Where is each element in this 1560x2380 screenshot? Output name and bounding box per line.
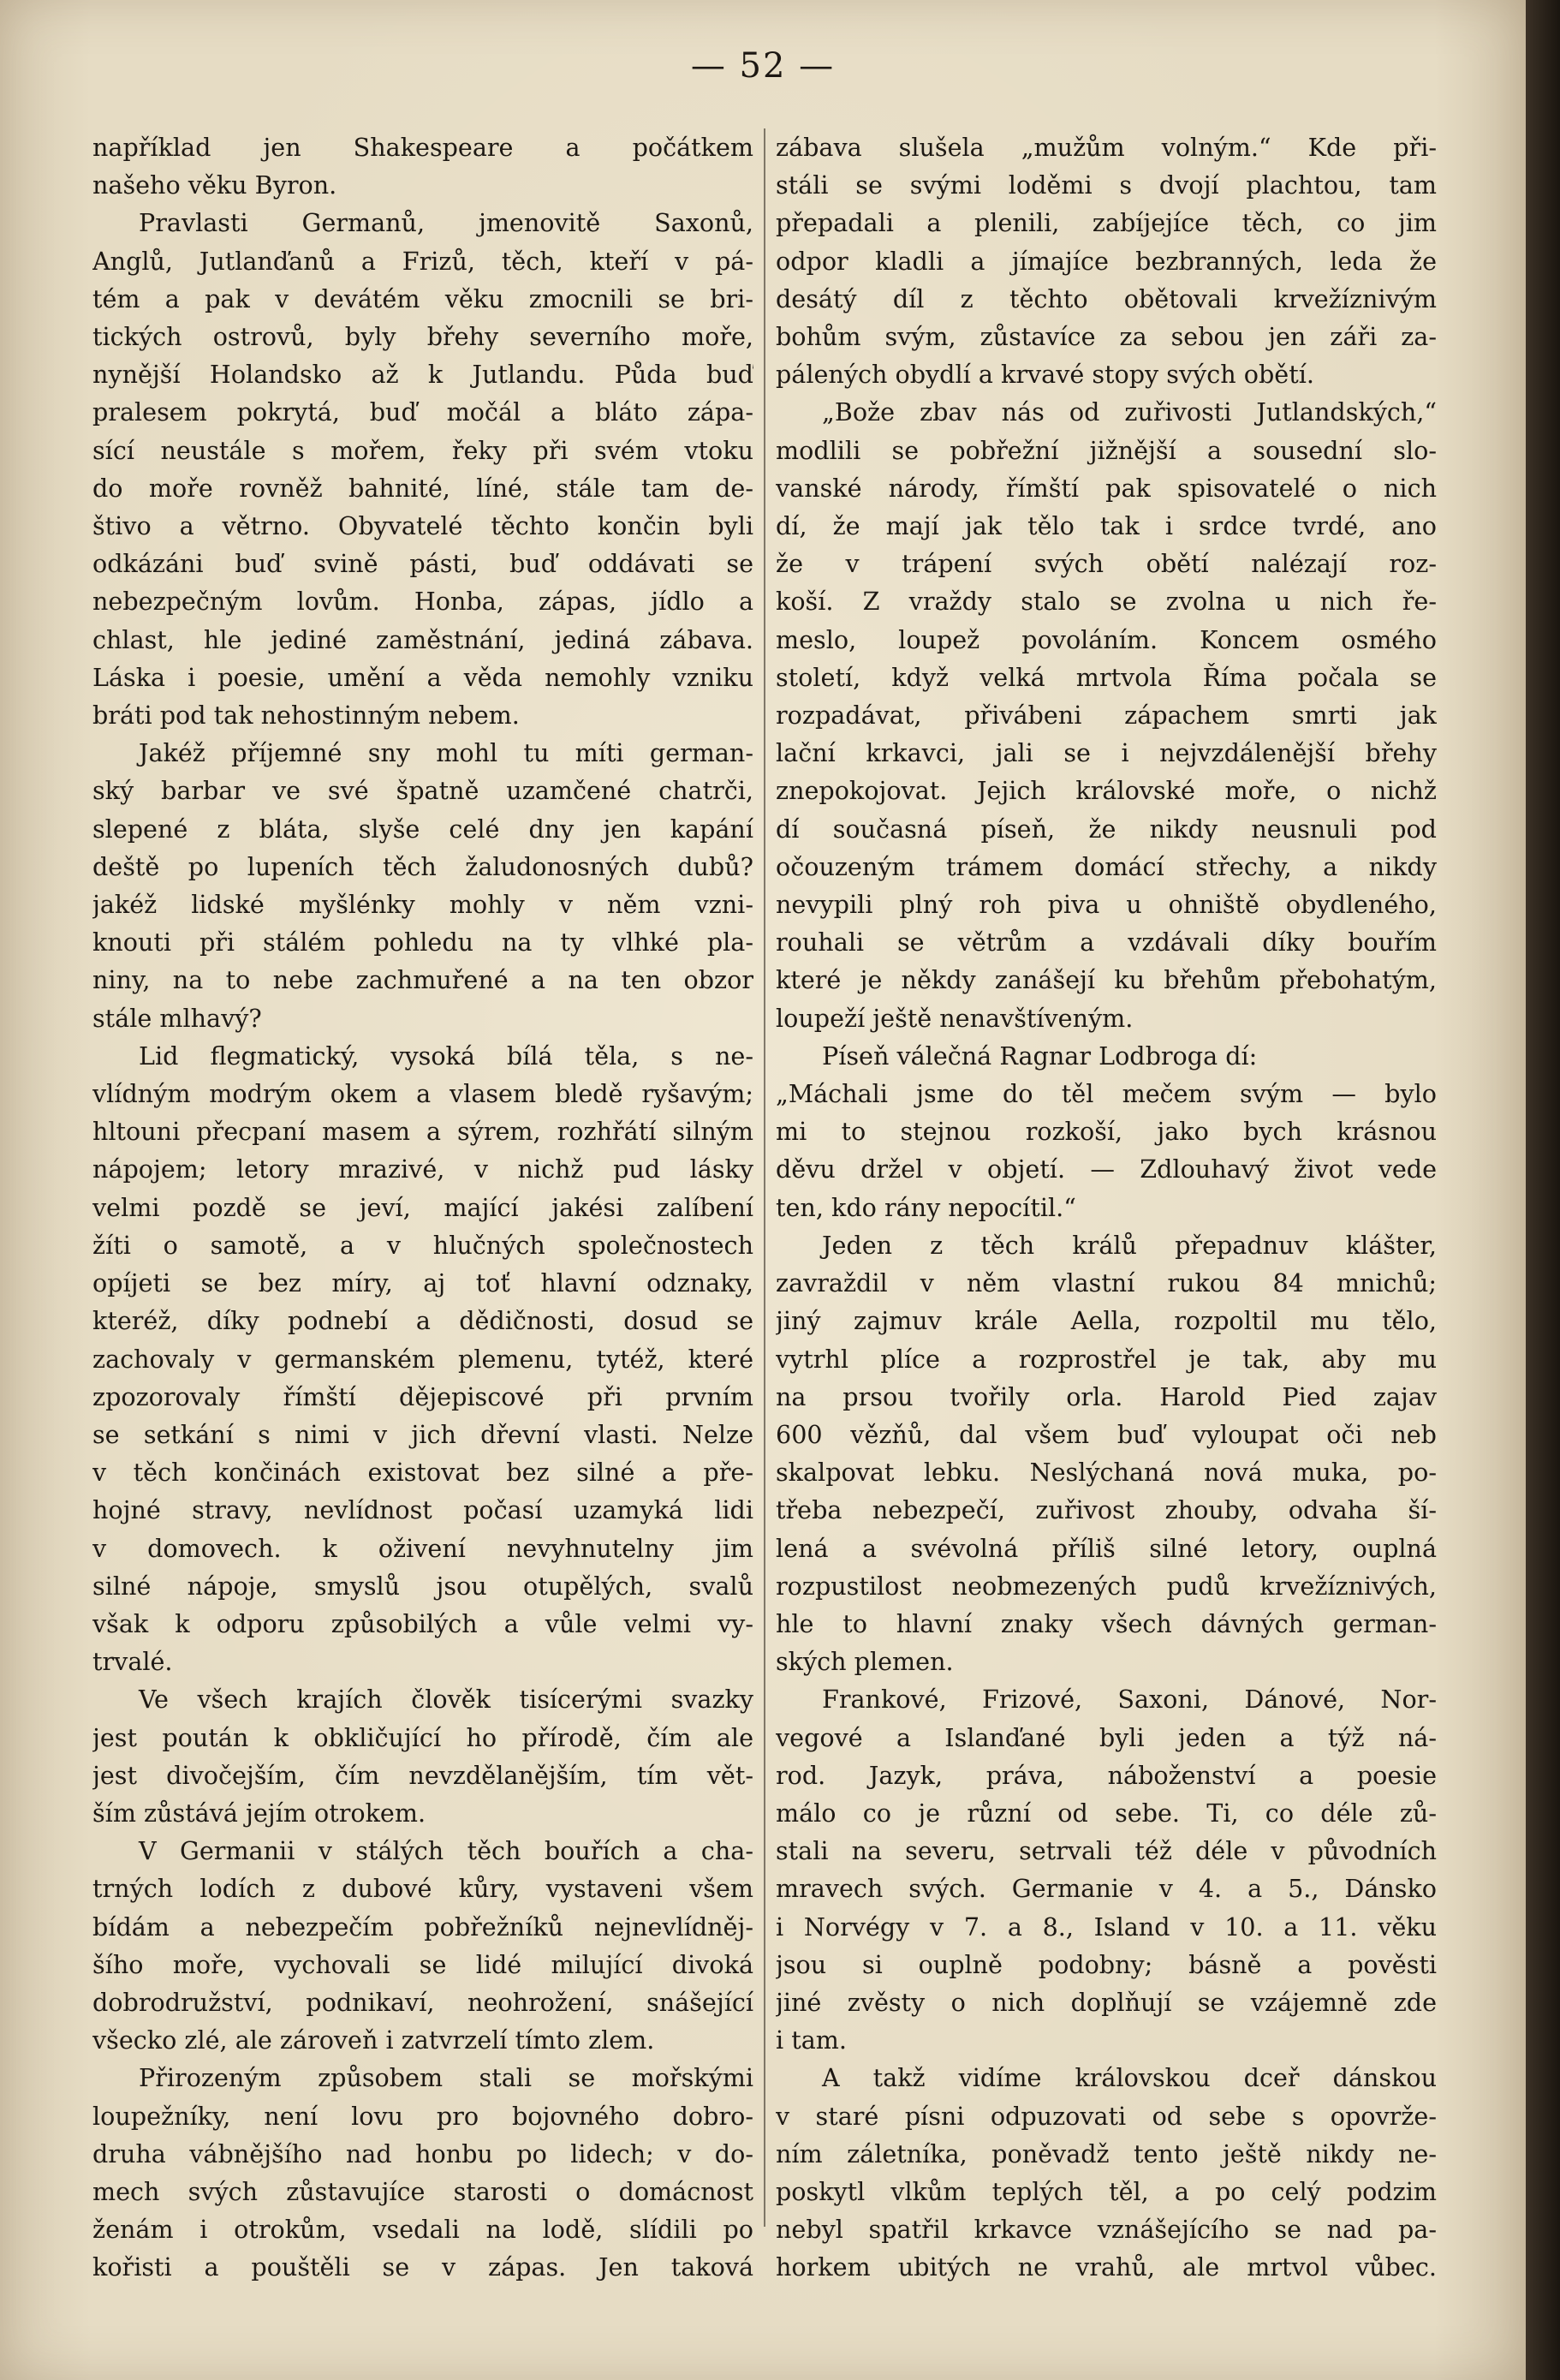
text-line: velmi pozdě se jeví, mající jakési zalíbení bbox=[92, 1192, 753, 1222]
text-line: ský barbar ve své špatně uzamčené chatrči, bbox=[92, 776, 753, 806]
text-line: odkázáni buď svině pásti, buď oddávati se bbox=[92, 549, 753, 579]
text-line: mi to stejnou rozkoší, jako bych krásnou bbox=[776, 1117, 1437, 1147]
text-line: „Bože zbav nás od zuřivosti Jutlandských,“ bbox=[822, 397, 1437, 427]
text-line: Pravlasti Germanů, jmenovitě Saxonů, bbox=[139, 208, 753, 238]
text-line: Frankové, Frizové, Saxoni, Dánové, Nor- bbox=[822, 1685, 1437, 1715]
text-line: století, když velká mrtvola Říma počala se bbox=[776, 662, 1437, 692]
text-line: například jen Shakespeare a počátkem bbox=[92, 133, 753, 162]
text-line: hle to hlavní znaky všech dávných german- bbox=[776, 1608, 1437, 1638]
text-line: niny, na to nebe zachmuřené a na ten obzor bbox=[92, 965, 753, 995]
text-line: vlídným modrým okem a vlasem bledě ryšavým; bbox=[92, 1079, 753, 1109]
text-line: znepokojovat. Jejich královské moře, o nichž bbox=[776, 776, 1437, 806]
text-line: dí současná píseň, že nikdy neusnuli pod bbox=[776, 814, 1437, 844]
text-line: nebezpečným lovům. Honba, zápas, jídlo a bbox=[92, 587, 753, 617]
text-line: tických ostrovů, byly břehy severního moře, bbox=[92, 322, 753, 352]
text-line: rouhali se větrům a vzdávali díky bouřím bbox=[776, 928, 1437, 957]
text-line: lená a svévolná příliš silné letory, ouplná bbox=[776, 1533, 1437, 1563]
text-line: druha vábnějšího nad honbu po lidech; v do- bbox=[92, 2138, 753, 2168]
text-line: sící neustále s mořem, řeky při svém vtoku bbox=[92, 435, 753, 465]
text-line: na prsou tvořily orla. Harold Pied zajav bbox=[776, 1381, 1437, 1411]
text-line: zpozorovaly římští dějepiscové při prvním bbox=[92, 1381, 753, 1411]
text-line: mravech svých. Germanie v 4. a 5., Dánsko bbox=[776, 1874, 1437, 1904]
text-line: rod. Jazyk, práva, náboženství a poesie bbox=[776, 1760, 1437, 1790]
text-line: děvu držel v objetí. — Zdlouhavý život vede bbox=[776, 1154, 1437, 1184]
text-line: málo co je různí od sebe. Ti, co déle zů- bbox=[776, 1798, 1437, 1828]
text-line: kteréž, díky podnebí a dědičnosti, dosud se bbox=[92, 1306, 753, 1336]
text-line: slepené z bláta, slyše celé dny jen kapání bbox=[92, 814, 753, 844]
text-line: koší. Z vraždy stalo se zvolna u nich ře- bbox=[776, 587, 1437, 617]
text-line: ských plemen. bbox=[776, 1647, 954, 1677]
text-line: meslo, loupež povoláním. Koncem osmého bbox=[776, 624, 1437, 654]
text-line: horkem ubitých ne vrahů, ale mrtvol vůbec. bbox=[776, 2252, 1437, 2282]
text-line: žíti o samotě, a v hlučných společnostech bbox=[92, 1230, 753, 1260]
text-line: jiné zvěsty o nich doplňují se vzájemně zde bbox=[776, 1987, 1437, 2017]
text-line: desátý díl z těchto obětovali krvežíznivým bbox=[776, 283, 1437, 313]
text-line: poskytl vlkům teplých těl, a po celý podzim bbox=[776, 2176, 1437, 2206]
text-line: pálených obydlí a krvavé stopy svých obětí. bbox=[776, 360, 1314, 390]
text-line: i Norvégy v 7. a 8., Island v 10. a 11. věku bbox=[776, 1912, 1437, 1942]
text-line: které je někdy zanášejí ku břehům přebohatým, bbox=[776, 965, 1437, 995]
text-line: všecko zlé, ale zároveň i zatvrzelí tímto zlem. bbox=[92, 2025, 655, 2055]
text-line: v staré písni odpuzovati od sebe s opovrže- bbox=[776, 2101, 1437, 2131]
text-line: se setkání s nimi v jich dřevní vlasti. Nelze bbox=[92, 1419, 753, 1449]
column-divider bbox=[764, 128, 765, 2227]
left-text-column bbox=[92, 128, 753, 2287]
text-line: skalpovat lebku. Neslýchaná nová muka, po- bbox=[776, 1458, 1437, 1488]
text-line: rozpustilost neobmezených pudů krvežíznivých, bbox=[776, 1571, 1437, 1601]
text-line: V Germanii v stálých těch bouřích a cha- bbox=[139, 1836, 753, 1866]
text-line: jiný zajmuv krále Aella, rozpoltil mu tělo, bbox=[776, 1306, 1437, 1336]
text-line: nevypili plný roh piva u ohniště obydleného, bbox=[776, 890, 1437, 920]
text-line: modlili se pobřežní jižnější a sousední slo- bbox=[776, 435, 1437, 465]
text-line: Anglů, Jutlanďanů a Frizů, těch, kteří v pá- bbox=[92, 246, 753, 276]
text-line: dobrodružství, podnikaví, neohrožení, snášející bbox=[92, 1987, 753, 2017]
text-line: však k odporu způsobilých a vůle velmi vy- bbox=[92, 1608, 753, 1638]
text-line: Jakéž příjemné sny mohl tu míti german- bbox=[139, 738, 753, 768]
text-line: rozpadávat, přivábeni zápachem smrti jak bbox=[776, 701, 1437, 731]
text-line: našeho věku Byron. bbox=[92, 170, 337, 200]
text-line: stali na severu, setrvali též déle v původních bbox=[776, 1836, 1437, 1866]
text-line: bídám a nebezpečím pobřežníků nejnevlídněj- bbox=[92, 1912, 753, 1942]
text-line: dí, že mají jak tělo tak i srdce tvrdé, ano bbox=[776, 511, 1437, 541]
text-line: vanské národy, římští pak spisovatelé o nich bbox=[776, 473, 1437, 503]
text-line: kořisti a pouštěli se v zápas. Jen taková bbox=[92, 2252, 753, 2282]
text-line: nebyl spatřil krkavce vznášejícího se nad pa- bbox=[776, 2215, 1437, 2245]
text-line: opíjeti se bez míry, aj toť hlavní odznaky, bbox=[92, 1268, 753, 1298]
text-line: trvalé. bbox=[92, 1647, 173, 1677]
text-line: očouzeným trámem domácí střechy, a nikdy bbox=[776, 851, 1437, 881]
text-line: vytrhl plíce a rozprostřel je tak, aby mu bbox=[776, 1344, 1437, 1374]
text-line: 600 vězňů, dal všem buď vyloupat oči neb bbox=[776, 1419, 1437, 1449]
text-line: štivo a větrno. Obyvatelé těchto končin byli bbox=[92, 511, 753, 541]
text-line: třeba nebezpečí, zuřivost zhouby, odvaha ší- bbox=[776, 1495, 1437, 1525]
text-line: Ve všech krajích člověk tisícerými svazky bbox=[139, 1685, 753, 1715]
book-spine-edge bbox=[1526, 0, 1560, 2380]
text-line: tém a pak v devátém věku zmocnili se bri- bbox=[92, 283, 753, 313]
text-line: Jeden z těch králů přepadnuv klášter, bbox=[822, 1230, 1437, 1260]
text-line: stále mlhavý? bbox=[92, 1003, 262, 1033]
page-number: — 52 — bbox=[690, 46, 836, 86]
text-line: jest divočejším, čím nevzdělanějším, tím vět- bbox=[92, 1760, 753, 1790]
text-line: vegové a Islanďané byli jeden a týž ná- bbox=[776, 1722, 1437, 1752]
text-line: přepadali a plenili, zabíjejíce těch, co jim bbox=[776, 208, 1437, 238]
text-line: trných lodích z dubové kůry, vystaveni všem bbox=[92, 1874, 753, 1904]
text-line: nápojem; letory mrazivé, v nichž pud lásky bbox=[92, 1154, 753, 1184]
text-line: loupežníky, není lovu pro bojovného dobro- bbox=[92, 2101, 753, 2131]
text-line: ním záletníka, poněvadž tento ještě nikdy ne- bbox=[776, 2138, 1437, 2168]
text-line: zachovaly v germanském plemenu, tytéž, které bbox=[92, 1344, 753, 1374]
text-line: nynější Holandsko až k Jutlandu. Půda buď bbox=[92, 360, 753, 390]
text-line: zavraždil v něm vlastní rukou 84 mnichů; bbox=[776, 1268, 1437, 1298]
text-line: silné nápoje, smyslů jsou otupělých, svalů bbox=[92, 1571, 753, 1601]
text-line: bohům svým, zůstavíce za sebou jen záři za- bbox=[776, 322, 1437, 352]
text-line: knouti při stálém pohledu na ty vlhké pla- bbox=[92, 928, 753, 957]
text-line: jsou si ouplně podobny; básně a pověsti bbox=[776, 1949, 1437, 1979]
text-line: hojné stravy, nevlídnost počasí uzamyká lidi bbox=[92, 1495, 753, 1525]
text-line: zábava slušela „mužům volným.“ Kde při- bbox=[776, 133, 1437, 162]
text-line: jakéž lidské myšlénky mohly v něm vzni- bbox=[92, 890, 753, 920]
text-line: Přirozeným způsobem stali se mořskými bbox=[139, 2063, 753, 2093]
text-line: lační krkavci, jali se i nejvzdálenější břehy bbox=[776, 738, 1437, 768]
text-line: ženám i otrokům, vsedali na lodě, slídili po bbox=[92, 2215, 753, 2245]
text-line: do moře rovněž bahnité, líné, stále tam de- bbox=[92, 473, 753, 503]
text-line: deště po lupeních těch žaludonosných dubů? bbox=[92, 851, 753, 881]
text-line: A takž vidíme královskou dceř dánskou bbox=[822, 2063, 1437, 2093]
text-line: v těch končinách existovat bez silné a pře- bbox=[92, 1458, 753, 1488]
text-line: loupeží ještě nenavštíveným. bbox=[776, 1003, 1134, 1033]
text-line: bráti pod tak nehostinným nebem. bbox=[92, 701, 520, 731]
text-line: „Máchali jsme do těl mečem svým — bylo bbox=[776, 1079, 1437, 1109]
text-line: mech svých zůstavujíce starosti o domácnost bbox=[92, 2176, 753, 2206]
text-line: hltouni přecpaní masem a sýrem, rozhřátí silným bbox=[92, 1117, 753, 1147]
text-line: že v trápení svých obětí nalézají roz- bbox=[776, 549, 1437, 579]
text-line: Lid flegmatický, vysoká bílá těla, s ne- bbox=[139, 1041, 753, 1071]
text-line: odpor kladli a jímajíce bezbranných, leda že bbox=[776, 246, 1437, 276]
text-line: jest poután k obkličující ho přírodě, čím ale bbox=[92, 1722, 753, 1752]
right-text-column bbox=[776, 128, 1437, 2287]
text-line: pralesem pokrytá, buď močál a bláto zápa- bbox=[92, 397, 753, 427]
text-line: Láska i poesie, umění a věda nemohly vzniku bbox=[92, 662, 753, 692]
text-line: i tam. bbox=[776, 2025, 847, 2055]
text-line: stáli se svými loděmi s dvojí plachtou, tam bbox=[776, 170, 1437, 200]
text-line: Píseň válečná Ragnar Lodbroga dí: bbox=[822, 1041, 1258, 1071]
text-line: ším zůstává jejím otrokem. bbox=[92, 1798, 426, 1828]
text-line: šího moře, vychovali se lidé milující divoká bbox=[92, 1949, 753, 1979]
text-line: ten, kdo rány nepocítil.“ bbox=[776, 1192, 1076, 1222]
text-line: chlast, hle jediné zaměstnání, jediná zábava. bbox=[92, 624, 753, 654]
text-line: v domovech. k oživení nevyhnutelny jim bbox=[92, 1533, 753, 1563]
